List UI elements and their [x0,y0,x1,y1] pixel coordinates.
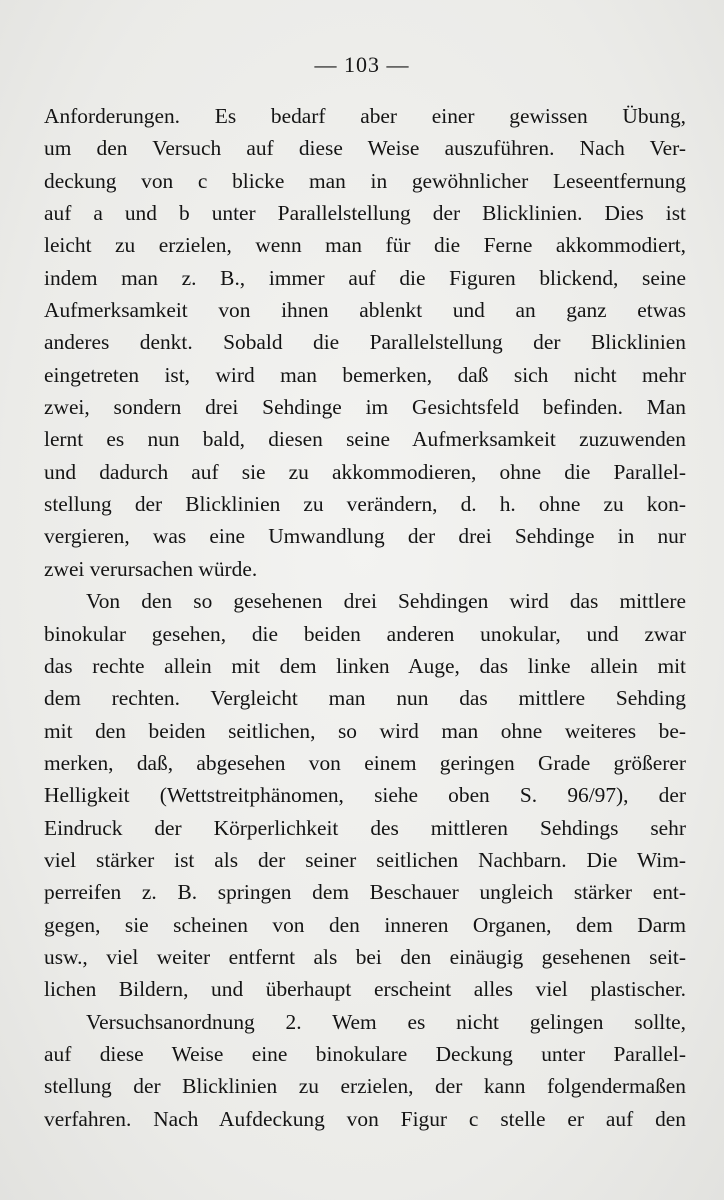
text-line: Von den so gesehenen drei Sehdingen wird das mittlere [86,589,686,614]
text-line: merken, daß, abgesehen von einem geringen Grade größerer [44,750,686,775]
text-line: Helligkeit (Wettstreitphänomen, siehe oben S. 96/97), der [44,783,686,808]
text-line: um den Versuch auf diese Weise auszuführen. Nach Ver- [44,136,686,161]
text-line: eingetreten ist, wird man bemerken, daß sich nicht mehr [44,362,686,387]
text-line: lichen Bildern, und überhaupt erscheint alles viel plastischer. [44,977,686,1002]
text-line: zwei, sondern drei Sehdinge im Gesichtsfeld befinden. Man [44,395,686,420]
text-line: dem rechten. Vergleicht man nun das mittlere Sehding [44,686,686,711]
text-line: lernt es nun bald, diesen seine Aufmerksamkeit zuzuwenden [44,427,686,452]
text-line: mit den beiden seitlichen, so wird man ohne weiteres be- [44,718,686,743]
text-line: usw., viel weiter entfernt als bei den einäugig gesehenen seit- [44,944,686,969]
text-line: verfahren. Nach Aufdeckung von Figur c stelle er auf den [44,1106,686,1131]
body-text [44,100,686,1135]
text-line: zwei verursachen würde. [44,556,258,581]
text-line: viel stärker ist als der seiner seitlichen Nachbarn. Die Wim- [44,847,686,872]
text-line: auf diese Weise eine binokulare Deckung unter Parallel- [44,1041,686,1066]
text-line: vergieren, was eine Umwandlung der drei Sehdinge in nur [44,524,686,549]
text-line: und dadurch auf sie zu akkommodieren, ohne die Parallel- [44,459,686,484]
text-line: binokular gesehen, die beiden anderen unokular, und zwar [44,621,686,646]
text-line: stellung der Blicklinien zu verändern, d. h. ohne zu kon- [44,492,686,517]
text-line: Versuchsanordnung 2. Wem es nicht gelingen sollte, [86,1009,686,1034]
page-number: — 103 — [314,52,410,77]
text-line: Anforderungen. Es bedarf aber einer gewissen Übung, [44,104,686,128]
text-line: perreifen z. B. springen dem Beschauer ungleich stärker ent- [44,880,686,905]
text-line: indem man z. B., immer auf die Figuren blickend, seine [44,265,686,290]
text-line: das rechte allein mit dem linken Auge, das linke allein mit [44,653,686,678]
text-line: Aufmerksamkeit von ihnen ablenkt und an ganz etwas [44,298,686,323]
text-line: stellung der Blicklinien zu erzielen, der kann folgendermaßen [44,1074,686,1099]
text-line: deckung von c blicke man in gewöhnlicher Leseentfernung [44,168,686,193]
text-line: leicht zu erzielen, wenn man für die Ferne akkommodiert, [44,233,686,258]
text-line: auf a und b unter Parallelstellung der Blicklinien. Dies ist [44,201,686,226]
text-line: anderes denkt. Sobald die Parallelstellung der Blicklinien [44,330,686,355]
text-line: gegen, sie scheinen von den inneren Organen, dem Darm [44,912,686,937]
text-line: Eindruck der Körperlichkeit des mittleren Sehdings sehr [44,815,686,840]
